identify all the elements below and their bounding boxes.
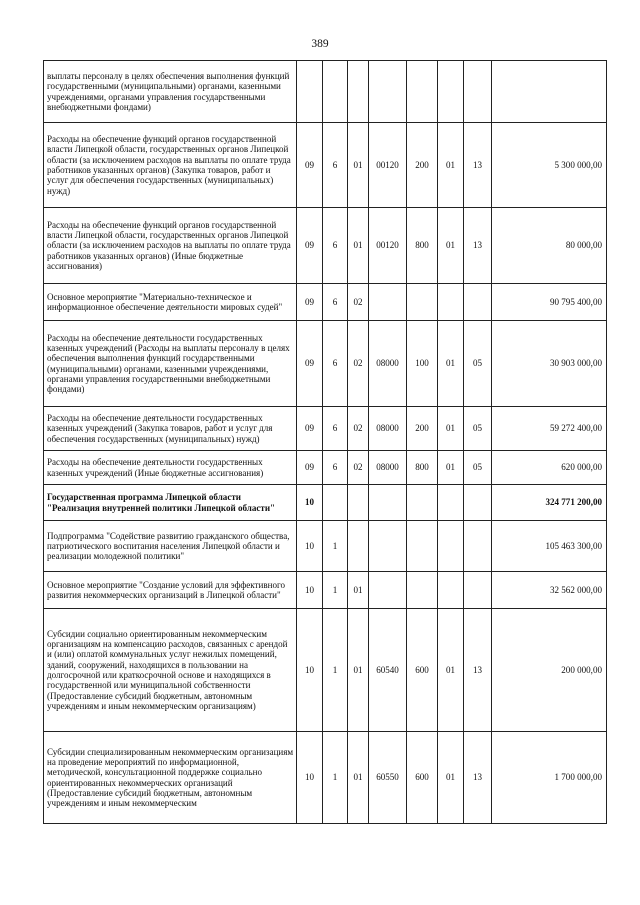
cell-description: Расходы на обеспечение деятельности государственных казенных учреждений (Расходы на выплаты персоналу в целях обеспечения выполнения функций государственными (муниципальными) органами, казенными учреждениями, органами управления государственными внебюджетными фондами): [44, 321, 297, 407]
cell-subprogram-code: 1: [323, 572, 348, 609]
cell-amount: 30 903 000,00: [492, 321, 607, 407]
cell-amount: [492, 61, 607, 123]
cell-subsection-code: [464, 61, 492, 123]
cell-section-code: [438, 572, 464, 609]
cell-direction-code: 60550: [369, 732, 407, 824]
cell-main-event-code: 01: [348, 609, 369, 732]
cell-section-code: 01: [438, 407, 464, 451]
cell-subprogram-code: 6: [323, 208, 348, 284]
cell-program-code: 09: [297, 123, 323, 208]
cell-program-code: 10: [297, 521, 323, 572]
cell-subprogram-code: 1: [323, 521, 348, 572]
cell-expense-type-code: [407, 521, 438, 572]
cell-amount: 5 300 000,00: [492, 123, 607, 208]
cell-direction-code: [369, 521, 407, 572]
cell-subsection-code: [464, 284, 492, 321]
table-row: [44, 321, 607, 407]
cell-section-code: [438, 521, 464, 572]
cell-subprogram-code: [323, 485, 348, 521]
cell-direction-code: [369, 572, 407, 609]
cell-direction-code: 60540: [369, 609, 407, 732]
cell-main-event-code: [348, 521, 369, 572]
cell-subprogram-code: 6: [323, 284, 348, 321]
cell-main-event-code: 01: [348, 208, 369, 284]
cell-main-event-code: 01: [348, 732, 369, 824]
table-row: [44, 732, 607, 824]
cell-description: Основное мероприятие "Материально-техническое и информационное обеспечение деятельности мировых судей": [44, 284, 297, 321]
cell-description: выплаты персоналу в целях обеспечения выполнения функций государственными (муниципальными) органами, казенными учреждениями, органами управления государственными внебюджетными фондами): [44, 61, 297, 123]
cell-section-code: 01: [438, 123, 464, 208]
table-row: [44, 61, 607, 123]
cell-expense-type-code: 200: [407, 123, 438, 208]
cell-subsection-code: 13: [464, 609, 492, 732]
cell-subsection-code: [464, 572, 492, 609]
cell-expense-type-code: [407, 61, 438, 123]
cell-main-event-code: 02: [348, 407, 369, 451]
cell-expense-type-code: 800: [407, 451, 438, 485]
cell-subsection-code: 13: [464, 208, 492, 284]
cell-expense-type-code: [407, 284, 438, 321]
cell-program-code: [297, 61, 323, 123]
cell-expense-type-code: 600: [407, 609, 438, 732]
table-row: [44, 208, 607, 284]
cell-amount: 200 000,00: [492, 609, 607, 732]
table-row: [44, 521, 607, 572]
table-row: [44, 123, 607, 208]
cell-main-event-code: 02: [348, 321, 369, 407]
cell-section-code: [438, 485, 464, 521]
cell-description: Расходы на обеспечение деятельности государственных казенных учреждений (Закупка товаров, работ и услуг для обеспечения государственных (муниципальных) нужд): [44, 407, 297, 451]
cell-amount: 620 000,00: [492, 451, 607, 485]
table-row: [44, 451, 607, 485]
cell-subprogram-code: 6: [323, 407, 348, 451]
cell-amount: 324 771 200,00: [492, 485, 607, 521]
cell-description: Основное мероприятие "Создание условий для эффективного развития некоммерческих организаций в Липецкой области": [44, 572, 297, 609]
cell-description: Государственная программа Липецкой области "Реализация внутренней политики Липецкой области": [44, 485, 297, 521]
cell-expense-type-code: [407, 485, 438, 521]
cell-description: Расходы на обеспечение функций органов государственной власти Липецкой области, государственных органов Липецкой области (за исключением расходов на выплаты по оплате труда работников указанных органов) (Иные бюджетные ассигнования): [44, 208, 297, 284]
cell-subprogram-code: 1: [323, 609, 348, 732]
cell-section-code: 01: [438, 451, 464, 485]
table-row: [44, 407, 607, 451]
cell-description: Субсидии социально ориентированным некоммерческим организациям на компенсацию расходов, связанных с арендой и (или) оплатой коммунальных услуг нежилых помещений, зданий, сооружений, находящихся в пользовании на долгосрочной или краткосрочной основе и находящихся в государственной или муниципальной собственности (Предоставление субсидий бюджетным, автономным учреждениям и иным некоммерческим организациям): [44, 609, 297, 732]
cell-subprogram-code: 6: [323, 123, 348, 208]
cell-main-event-code: [348, 61, 369, 123]
table-body: [44, 61, 607, 824]
cell-program-code: 10: [297, 732, 323, 824]
cell-subsection-code: 05: [464, 451, 492, 485]
cell-program-code: 10: [297, 572, 323, 609]
cell-section-code: [438, 61, 464, 123]
cell-main-event-code: [348, 485, 369, 521]
cell-expense-type-code: 100: [407, 321, 438, 407]
cell-program-code: 09: [297, 284, 323, 321]
cell-amount: 32 562 000,00: [492, 572, 607, 609]
cell-program-code: 09: [297, 321, 323, 407]
table-row: [44, 485, 607, 521]
cell-direction-code: [369, 485, 407, 521]
cell-amount: 80 000,00: [492, 208, 607, 284]
cell-description: Расходы на обеспечение функций органов государственной власти Липецкой области, государственных органов Липецкой области (за исключением расходов на выплаты по оплате труда работников указанных органов) (Закупка товаров, работ и услуг для обеспечения государственных (муниципальных) нужд): [44, 123, 297, 208]
cell-subsection-code: 13: [464, 123, 492, 208]
cell-amount: 1 700 000,00: [492, 732, 607, 824]
table-row: [44, 609, 607, 732]
cell-subprogram-code: 6: [323, 451, 348, 485]
cell-program-code: 09: [297, 451, 323, 485]
cell-expense-type-code: 600: [407, 732, 438, 824]
cell-main-event-code: 01: [348, 572, 369, 609]
cell-subsection-code: 05: [464, 407, 492, 451]
cell-subprogram-code: [323, 61, 348, 123]
cell-subsection-code: 13: [464, 732, 492, 824]
cell-main-event-code: 02: [348, 284, 369, 321]
cell-amount: 90 795 400,00: [492, 284, 607, 321]
cell-subsection-code: 05: [464, 321, 492, 407]
table-row: [44, 284, 607, 321]
page-number: 389: [311, 38, 329, 50]
cell-description: Субсидии специализированным некоммерческим организациям на проведение мероприятий по информационной, методической, консультационной поддержке социально ориентированных некоммерческих организаций (Предоставление субсидий бюджетным, автономным учреждениям и иным некоммерческим: [44, 732, 297, 824]
cell-section-code: [438, 284, 464, 321]
cell-main-event-code: 01: [348, 123, 369, 208]
cell-description: Подпрограмма "Содействие развитию гражданского общества, патриотического воспитания населения Липецкой области и реализации молодежной политики": [44, 521, 297, 572]
table-row: [44, 572, 607, 609]
cell-subsection-code: [464, 521, 492, 572]
cell-program-code: 09: [297, 407, 323, 451]
cell-expense-type-code: [407, 572, 438, 609]
budget-table: [43, 60, 607, 824]
cell-amount: 59 272 400,00: [492, 407, 607, 451]
cell-program-code: 10: [297, 609, 323, 732]
cell-direction-code: 00120: [369, 208, 407, 284]
cell-main-event-code: 02: [348, 451, 369, 485]
cell-subprogram-code: 6: [323, 321, 348, 407]
cell-program-code: 10: [297, 485, 323, 521]
cell-section-code: 01: [438, 208, 464, 284]
cell-direction-code: [369, 284, 407, 321]
cell-description: Расходы на обеспечение деятельности государственных казенных учреждений (Иные бюджетные ассигнования): [44, 451, 297, 485]
cell-direction-code: [369, 61, 407, 123]
cell-subsection-code: [464, 485, 492, 521]
cell-direction-code: 08000: [369, 451, 407, 485]
cell-program-code: 09: [297, 208, 323, 284]
cell-section-code: 01: [438, 732, 464, 824]
cell-section-code: 01: [438, 609, 464, 732]
cell-direction-code: 00120: [369, 123, 407, 208]
cell-direction-code: 08000: [369, 321, 407, 407]
cell-amount: 105 463 300,00: [492, 521, 607, 572]
cell-section-code: 01: [438, 321, 464, 407]
cell-expense-type-code: 200: [407, 407, 438, 451]
cell-expense-type-code: 800: [407, 208, 438, 284]
cell-subprogram-code: 1: [323, 732, 348, 824]
cell-direction-code: 08000: [369, 407, 407, 451]
